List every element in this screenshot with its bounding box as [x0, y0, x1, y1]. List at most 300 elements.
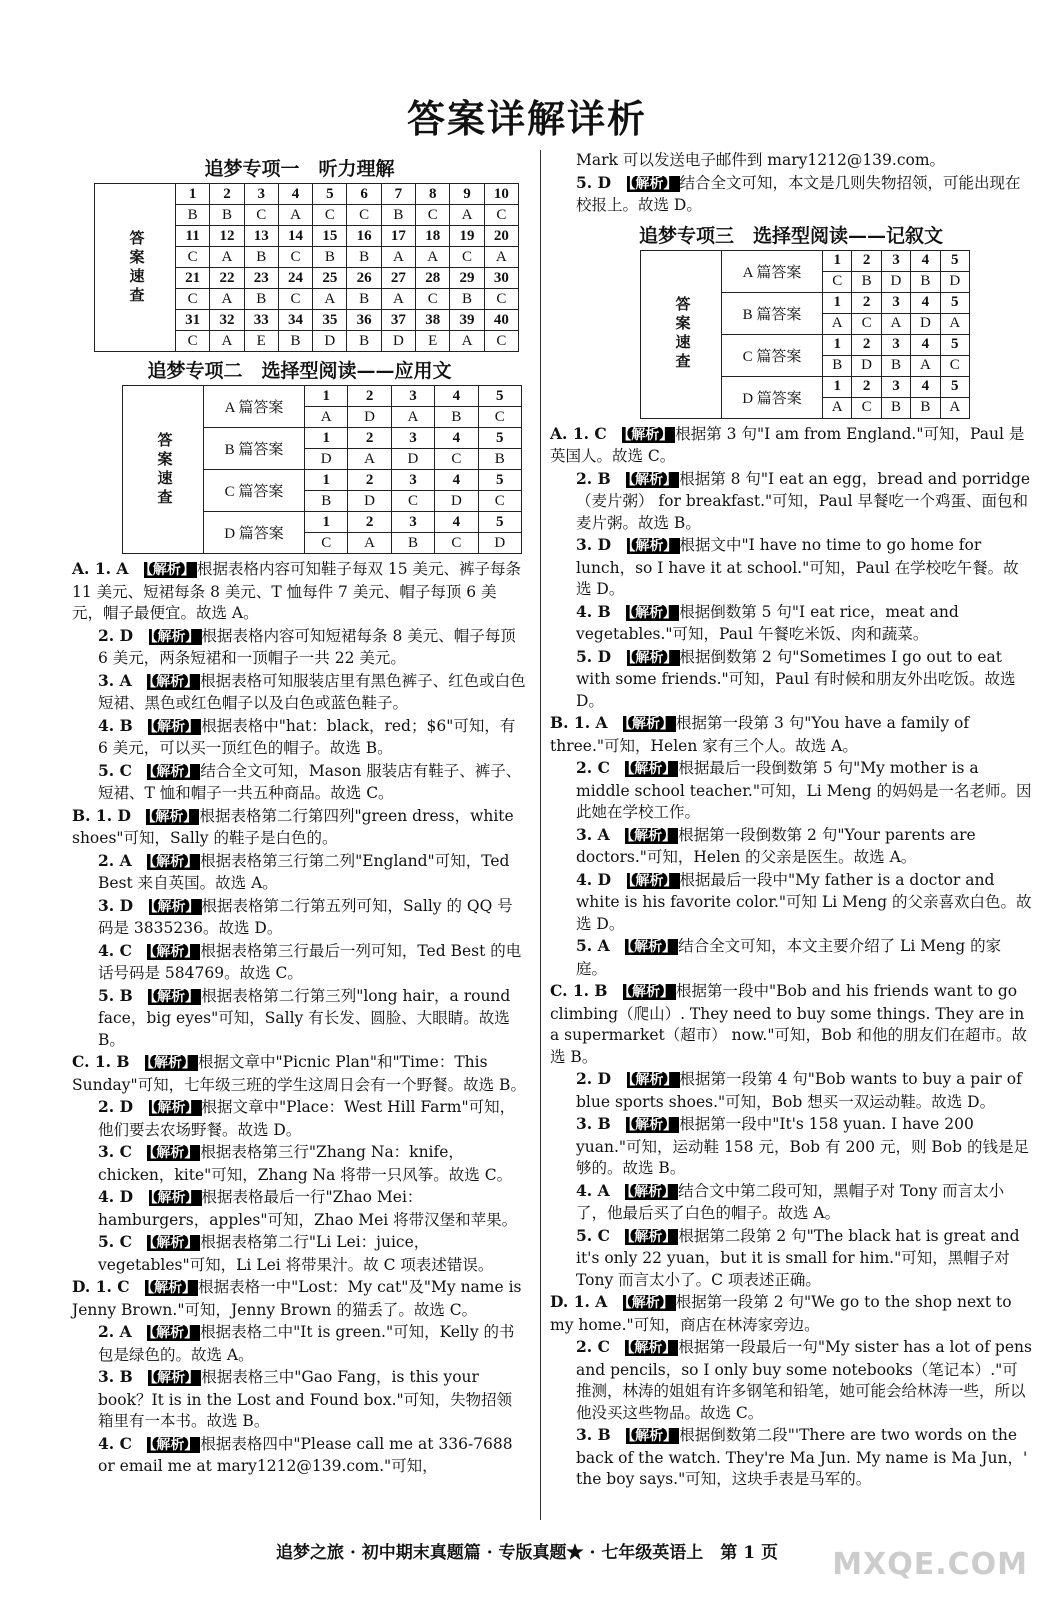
analysis-text: 结合全文可知，本文是几则失物招领，可能出现在校报上。故选 D。: [576, 173, 1021, 214]
analysis-text: 根据表格第三行最后一列可知，Ted Best 的电话号码是 584769。故选 C。: [98, 941, 522, 982]
question-number: 29: [450, 268, 484, 289]
analysis-text: 结合文中第二段可知，黑帽子对 Tony 而言太小了，他最后买了白色的帽子。故选 A。: [576, 1181, 1005, 1222]
watermark-logo: MXQE.COM: [832, 1547, 1028, 1582]
answer-letter: C: [852, 397, 881, 418]
question-number: 7: [381, 184, 415, 205]
answer-letter: A: [391, 407, 434, 428]
answer-letter: B: [435, 407, 478, 428]
analysis-tag: 【解析】: [627, 1183, 677, 1200]
right-answers: [550, 423, 1032, 1491]
question-number: 38: [416, 310, 450, 331]
group-label: C 篇答案: [722, 334, 823, 376]
analysis-tag: 【解析】: [149, 1235, 199, 1251]
analysis-text: 根据表格最后一行"Zhao Mei：hamburgers，apples"可知，Zhao Mei 将带汉堡和苹果。: [98, 1188, 518, 1229]
list-item: [550, 1068, 1032, 1113]
analysis-tag: 【解析】: [147, 1055, 197, 1071]
answer-side-label: 答案速查: [95, 184, 176, 352]
question-answer: 1. A: [573, 713, 624, 732]
question-answer: 1. D: [95, 805, 147, 825]
answer-letter: C: [278, 247, 312, 268]
question-number: 4: [435, 470, 478, 491]
answer-letter: C: [450, 247, 484, 268]
list-item: [550, 757, 1032, 824]
question-number: 39: [450, 310, 484, 331]
group-letter: B.: [550, 713, 574, 732]
question-number: 3: [881, 376, 910, 397]
answer-letter: B: [347, 331, 381, 352]
page-title: 答案详解详析: [406, 96, 647, 141]
question-answer: 2. C: [576, 758, 626, 777]
question-answer: 4. A: [576, 1180, 626, 1200]
answer-side-label: 答案速查: [123, 386, 204, 554]
question-answer: 5. C: [98, 760, 148, 780]
answer-letter: D: [348, 407, 391, 428]
analysis-text: 根据第 3 句"I am from England."可知，Paul 是英国人。故选 C。: [550, 424, 1025, 465]
answer-letter: A: [210, 289, 244, 310]
list-item: [72, 670, 527, 715]
group-letter: D.: [550, 1292, 574, 1311]
table-row: [123, 386, 522, 407]
analysis-text: 根据表格第二行"Li Lei：juice，vegetables"可知，Li Lei 将带果汁。故 C 项表述错误。: [98, 1233, 494, 1274]
question-number: 33: [244, 310, 278, 331]
answer-letter: C: [347, 205, 381, 226]
list-item: [72, 895, 527, 940]
answer-letter: C: [176, 331, 210, 352]
analysis-tag: 【解析】: [627, 939, 677, 955]
analysis-text: 根据第一段第 3 句"You have a family of three."可知，Helen 家有三个人。故选 A。: [550, 714, 970, 755]
question-number: 25: [313, 268, 347, 289]
question-number: 17: [381, 226, 415, 247]
answer-letter: C: [305, 533, 348, 554]
answer-letter: A: [381, 289, 415, 310]
question-answer: 3. B: [576, 1425, 627, 1444]
list-item: [550, 1291, 1032, 1336]
column-divider: [540, 150, 541, 1520]
question-number: 4: [911, 334, 940, 355]
question-number: 21: [176, 268, 210, 289]
question-number: 12: [210, 226, 244, 247]
answer-letter: B: [911, 397, 940, 418]
analysis-text: 根据文章中"Place：West Hill Farm"可知，他们要去农场野餐。故选 D。: [98, 1098, 516, 1139]
answer-letter: C: [416, 205, 450, 226]
reading-app-answer-table: [122, 385, 522, 554]
answer-letter: C: [940, 355, 969, 376]
list-item: [550, 1424, 1032, 1491]
question-number: 4: [435, 386, 478, 407]
list-item: [72, 558, 527, 625]
question-answer: 2. A: [98, 850, 148, 870]
group-label: B 篇答案: [204, 428, 305, 470]
question-number: 28: [416, 268, 450, 289]
answer-letter: C: [176, 289, 210, 310]
list-item: [72, 1051, 527, 1096]
analysis-tag: 【解析】: [150, 628, 200, 645]
question-answer: 4. B: [576, 601, 627, 621]
answer-letter: D: [391, 449, 434, 470]
analysis-text: 根据文章中"Picnic Plan"和"Time：This Sunday"可知，七年级三班的学生这周日会有一个野餐。故选 B。: [72, 1053, 526, 1094]
answer-letter: A: [940, 313, 969, 334]
answer-letter: B: [823, 355, 852, 376]
group-label: A 篇答案: [722, 250, 823, 292]
answer-letter: B: [210, 205, 244, 226]
answer-letter: A: [484, 247, 518, 268]
list-item: [72, 1186, 527, 1231]
list-item: [72, 1231, 527, 1276]
analysis-tag: 【解析】: [149, 853, 199, 870]
answer-letter: C: [435, 533, 478, 554]
analysis-text: 根据第一段中"It's 158 yuan. I have 200 yuan."可知，运动鞋 158 元，Bob 有 200 元，则 Bob 的钱是足够的。故选 B。: [576, 1115, 1029, 1177]
list-item: [72, 940, 527, 985]
table-row: [95, 184, 519, 205]
question-number: 37: [381, 310, 415, 331]
answer-letter: A: [881, 313, 910, 334]
question-number: 3: [881, 250, 910, 271]
group-letter: D.: [72, 1277, 96, 1296]
answer-letter: B: [347, 289, 381, 310]
answer-letter: B: [391, 533, 434, 554]
list-item: [72, 1276, 527, 1321]
answer-letter: B: [244, 289, 278, 310]
analysis-text: 根据第一段最后一句"My sister has a lot of pens and pencils，so I only buy some notebooks（笔记本）."可推测，林涛的姐姐有许多钢笔和铅笔，她可能会给林涛一些，所以他没买这些物品。故选 C。: [576, 1338, 1032, 1422]
analysis-tag: 【解析】: [625, 984, 675, 1000]
list-item: [72, 805, 527, 850]
question-answer: 1. B: [94, 1052, 146, 1071]
analysis-tag: 【解析】: [145, 562, 195, 578]
analysis-tag: 【解析】: [150, 718, 200, 735]
group-label: A 篇答案: [204, 386, 305, 428]
group-letter: A.: [72, 559, 95, 578]
analysis-tag: 【解析】: [149, 763, 199, 780]
answer-letter: B: [881, 355, 910, 376]
question-number: 2: [852, 334, 881, 355]
analysis-tag: 【解析】: [149, 1436, 199, 1453]
list-item: [72, 985, 527, 1052]
question-number: 5: [940, 376, 969, 397]
analysis-text: 根据最后一段倒数第 5 句"My mother is a middle school teacher."可知，Li Meng 的妈妈是一名老师。因此她在学校工作。: [576, 759, 1032, 821]
answer-letter: C: [852, 313, 881, 334]
answer-letter: C: [391, 491, 434, 512]
question-answer: 2. C: [576, 1337, 626, 1356]
analysis-tag: 【解析】: [624, 426, 674, 443]
question-answer: 3. B: [576, 1114, 627, 1133]
analysis-text: 根据表格内容可知短裙每条 8 美元、帽子每顶 6 美元，两条短裙和一顶帽子一共 22 美元。: [98, 626, 516, 667]
answer-letter: B: [478, 449, 521, 470]
answer-letter: D: [435, 491, 478, 512]
question-answer: 1. A: [573, 1292, 623, 1311]
question-answer: 2. D: [576, 1069, 627, 1088]
right-top-answers: [550, 150, 1032, 217]
question-number: 5: [478, 428, 521, 449]
answer-letter: A: [450, 331, 484, 352]
answer-letter: D: [313, 331, 347, 352]
list-item: [72, 625, 527, 670]
analysis-tag: 【解析】: [627, 827, 677, 844]
answer-letter: A: [210, 247, 244, 268]
reading-app-title: 追梦专项二 选择型阅读——应用文: [147, 360, 452, 382]
question-answer: 5. A: [576, 936, 626, 955]
question-number: 1: [305, 470, 348, 491]
list-item: [72, 1433, 527, 1478]
list-item: [72, 1096, 527, 1141]
list-item: [550, 646, 1032, 713]
analysis-tag: 【解析】: [148, 808, 198, 825]
answer-letter: E: [244, 331, 278, 352]
analysis-tag: 【解析】: [627, 1340, 677, 1356]
answer-letter: A: [416, 247, 450, 268]
answer-letter: A: [940, 397, 969, 418]
answer-letter: D: [911, 313, 940, 334]
group-letter: C.: [550, 981, 573, 1000]
question-answer: 3. B: [98, 1367, 149, 1386]
analysis-text: 根据第一段第 4 句"Bob wants to buy a pair of blue sports shoes."可知，Bob 想买一双运动鞋。故选 D。: [576, 1070, 1022, 1111]
question-number: 3: [244, 184, 278, 205]
question-number: 1: [823, 292, 852, 313]
question-number: 8: [416, 184, 450, 205]
question-number: 35: [313, 310, 347, 331]
analysis-tag: 【解析】: [628, 175, 678, 192]
answer-letter: B: [313, 247, 347, 268]
analysis-tag: 【解析】: [628, 471, 678, 488]
list-item: [550, 980, 1032, 1068]
question-answer: 1. C: [572, 423, 623, 443]
question-number: 15: [313, 226, 347, 247]
question-number: 5: [478, 512, 521, 533]
question-number: 10: [484, 184, 518, 205]
answer-letter: A: [210, 331, 244, 352]
analysis-text: 根据表格可知服装店里有黑色裤子、红色或白色短裙、黑色或红色帽子以及白色或蓝色鞋子。: [98, 671, 526, 712]
table-row: [641, 250, 970, 271]
analysis-text: 根据第一段倒数第 2 句"Your parents are doctors."可知，Helen 的父亲是医生。故选 A。: [576, 825, 976, 866]
analysis-tag: 【解析】: [149, 943, 199, 960]
answer-letter: B: [450, 289, 484, 310]
question-number: 1: [305, 512, 348, 533]
question-answer: 2. B: [576, 468, 627, 488]
analysis-text: 根据表格第三行第二列"England"可知，Ted Best 来自英国。故选 A。: [98, 851, 510, 892]
list-item: [550, 712, 1032, 757]
answer-letter: C: [435, 449, 478, 470]
answer-letter: C: [416, 289, 450, 310]
answer-letter: A: [348, 449, 391, 470]
analysis-tag: 【解析】: [150, 898, 200, 915]
question-answer: 5. C: [98, 1232, 148, 1251]
group-label: D 篇答案: [722, 376, 823, 418]
question-number: 14: [278, 226, 312, 247]
answer-letter: A: [381, 247, 415, 268]
analysis-text: 根据倒数第 5 句"I eat rice，meat and vegetables."可知，Paul 午餐吃米饭、肉和蔬菜。: [576, 602, 959, 643]
analysis-tag: 【解析】: [149, 673, 199, 690]
analysis-text: 结合全文可知，Mason 服装店有鞋子、裤子、短裙、T 恤和帽子一共五种商品。故选 C。: [98, 761, 522, 802]
answer-letter: C: [478, 407, 521, 428]
answer-letter: C: [823, 271, 852, 292]
analysis-tag: 【解析】: [147, 1280, 197, 1296]
answer-letter: D: [348, 491, 391, 512]
list-item: [550, 172, 1032, 217]
answer-letter: D: [881, 271, 910, 292]
right-column: [550, 150, 1032, 1491]
analysis-tag: 【解析】: [150, 988, 200, 1005]
answer-letter: C: [313, 205, 347, 226]
question-number: 27: [381, 268, 415, 289]
reading-narr-answer-table: [640, 250, 970, 419]
question-number: 4: [911, 250, 940, 271]
analysis-text: 根据第一段中"Bob and his friends want to go climbing（爬山）. They need to buy some things. They are in a supermarket（超市） now."可知，Bob 和他的朋友们在超市。故选 B。: [550, 982, 1028, 1066]
analysis-tag: 【解析】: [150, 1370, 200, 1386]
list-item: [550, 935, 1032, 980]
list-item: [550, 534, 1032, 601]
analysis-tag: 【解析】: [149, 1325, 199, 1341]
analysis-text: 根据表格第二行第三列"long hair，a round face，big eyes"可知，Sally 有长发、圆脸、大眼睛。故选 B。: [98, 986, 511, 1049]
question-number: 16: [347, 226, 381, 247]
question-number: 3: [391, 428, 434, 449]
question-answer: 1. B: [572, 981, 624, 1000]
list-item: [550, 1336, 1032, 1424]
analysis-tag: 【解析】: [627, 1228, 677, 1245]
question-number: 11: [176, 226, 210, 247]
answer-letter: B: [911, 271, 940, 292]
listening-title: 追梦专项一 听力理解: [204, 158, 395, 180]
question-answer: 5. C: [576, 1225, 626, 1245]
list-item: [72, 1141, 527, 1186]
question-answer: 3. D: [98, 895, 149, 915]
question-number: 2: [852, 376, 881, 397]
analysis-text: 根据表格第二行第四列"green dress，white shoes"可知，Sally 的鞋子是白色的。: [72, 806, 514, 847]
answer-letter: D: [478, 533, 521, 554]
question-number: 32: [210, 310, 244, 331]
group-label: D 篇答案: [204, 512, 305, 554]
question-answer: 2. D: [98, 625, 149, 645]
answer-letter: C: [176, 247, 210, 268]
question-number: 4: [911, 292, 940, 313]
question-number: 1: [305, 386, 348, 407]
answer-letter: A: [823, 397, 852, 418]
question-answer: 3. D: [576, 535, 627, 554]
analysis-text: 根据表格四中"Please call me at 336-7688 or email me at mary1212@139.com."可知，: [98, 1434, 513, 1475]
list-item: [72, 1366, 527, 1433]
analysis-text: 根据倒数第 2 句"Sometimes I go out to eat with some friends."可知，Paul 有时候和朋友外出吃饭。故选 D。: [576, 647, 1016, 710]
analysis-tag: 【解析】: [149, 1145, 199, 1161]
answer-letter: C: [484, 331, 518, 352]
analysis-text: 根据文中"I have no time to go home for lunch，so I have it at school."可知，Paul 在学校吃午餐。故选 D。: [576, 536, 1019, 598]
answer-letter: A: [911, 355, 940, 376]
question-number: 1: [305, 428, 348, 449]
list-item: [550, 468, 1032, 535]
answer-letter: B: [881, 397, 910, 418]
question-answer: 1. C: [95, 1277, 146, 1296]
analysis-text: 根据表格一中"Lost：My cat"及"My name is Jenny Brown."可知，Jenny Brown 的猫丢了。故选 C。: [72, 1278, 522, 1319]
question-number: 13: [244, 226, 278, 247]
question-number: 1: [823, 334, 852, 355]
answer-letter: C: [478, 491, 521, 512]
question-number: 30: [484, 268, 518, 289]
question-answer: 1. A: [94, 559, 144, 578]
answer-letter: B: [852, 271, 881, 292]
analysis-text: 根据最后一段中"My father is a doctor and white is his favorite color."可知 Li Meng 的父亲喜欢白色。故选 D。: [576, 870, 1032, 933]
question-answer: 4. C: [98, 1433, 148, 1453]
question-number: 36: [347, 310, 381, 331]
analysis-text: 根据表格中"hat：black，red；$6"可知，有 6 美元，可以买一顶红色的帽子。故选 B。: [98, 716, 516, 757]
list-item: [72, 715, 527, 760]
list-item: [72, 850, 527, 895]
group-label: C 篇答案: [204, 470, 305, 512]
question-answer: 4. B: [98, 715, 149, 735]
answer-letter: C: [484, 289, 518, 310]
answer-letter: E: [416, 331, 450, 352]
question-number: 2: [210, 184, 244, 205]
analysis-text: 根据第二段第 2 句"The black hat is great and it's only 22 yuan，but it is small for him."可知，黑帽子对 Tony 而言太小了。C 项表述正确。: [576, 1226, 1020, 1289]
answer-letter: B: [244, 247, 278, 268]
question-answer: 3. A: [98, 670, 148, 690]
question-answer: 2. A: [98, 1322, 148, 1341]
question-number: 3: [391, 470, 434, 491]
answer-letter: A: [313, 289, 347, 310]
analysis-tag: 【解析】: [627, 761, 677, 777]
analysis-tag: 【解析】: [624, 1295, 674, 1311]
answer-letter: A: [450, 205, 484, 226]
question-number: 23: [244, 268, 278, 289]
question-number: 26: [347, 268, 381, 289]
left-column: [72, 150, 527, 1478]
question-number: 40: [484, 310, 518, 331]
question-number: 18: [416, 226, 450, 247]
question-number: 24: [278, 268, 312, 289]
question-number: 3: [881, 334, 910, 355]
group-letter: B.: [72, 805, 96, 825]
question-answer: 2. D: [98, 1097, 149, 1116]
list-item: [550, 601, 1032, 646]
question-number: 2: [348, 386, 391, 407]
list-item: [72, 1321, 527, 1366]
answer-letter: B: [176, 205, 210, 226]
answer-letter: A: [348, 533, 391, 554]
listening-answer-table: [94, 183, 519, 352]
answer-letter: D: [852, 355, 881, 376]
question-number: 4: [911, 376, 940, 397]
answer-letter: C: [278, 289, 312, 310]
list-item: [550, 1225, 1032, 1292]
left-answers: [72, 558, 527, 1478]
analysis-tag: 【解析】: [150, 1190, 200, 1206]
question-number: 2: [348, 428, 391, 449]
group-letter: A.: [550, 423, 573, 443]
question-number: 22: [210, 268, 244, 289]
question-answer: 4. D: [576, 869, 627, 889]
question-number: 3: [391, 386, 434, 407]
group-letter: C.: [72, 1052, 95, 1071]
question-number: 5: [940, 334, 969, 355]
analysis-tag: 【解析】: [628, 538, 678, 554]
question-answer: 5. D: [576, 172, 627, 192]
answer-letter: B: [347, 247, 381, 268]
answer-letter: B: [278, 331, 312, 352]
analysis-text: 根据第 8 句"I eat an egg，bread and porridge（麦片粥） for breakfast."可知，Paul 早餐吃一个鸡蛋、面包和麦片粥。故选 B。: [576, 469, 1031, 532]
question-number: 2: [348, 512, 391, 533]
question-answer: 4. C: [98, 940, 148, 960]
question-number: 4: [278, 184, 312, 205]
list-item: [550, 824, 1032, 869]
analysis-text: 根据表格二中"It is green."可知，Kelly 的书包是绿色的。故选 A。: [98, 1323, 515, 1364]
list-item: [550, 869, 1032, 936]
analysis-tag: 【解析】: [628, 604, 678, 621]
analysis-text: 根据第一段第 2 句"We go to the shop next to my home."可知，商店在林涛家旁边。: [550, 1293, 1012, 1334]
question-answer: 3. A: [576, 824, 626, 844]
question-number: 2: [852, 250, 881, 271]
analysis-text: 根据倒数第二段"'There are two words on the back of the watch. They're Ma Jun. My name is Ma Jun，' the boy says."可知，这块手表是马军的。: [576, 1426, 1028, 1488]
answer-letter: A: [305, 407, 348, 428]
answer-letter: A: [823, 313, 852, 334]
list-item: [550, 1113, 1032, 1180]
question-answer: 3. C: [98, 1142, 148, 1161]
question-number: 19: [450, 226, 484, 247]
